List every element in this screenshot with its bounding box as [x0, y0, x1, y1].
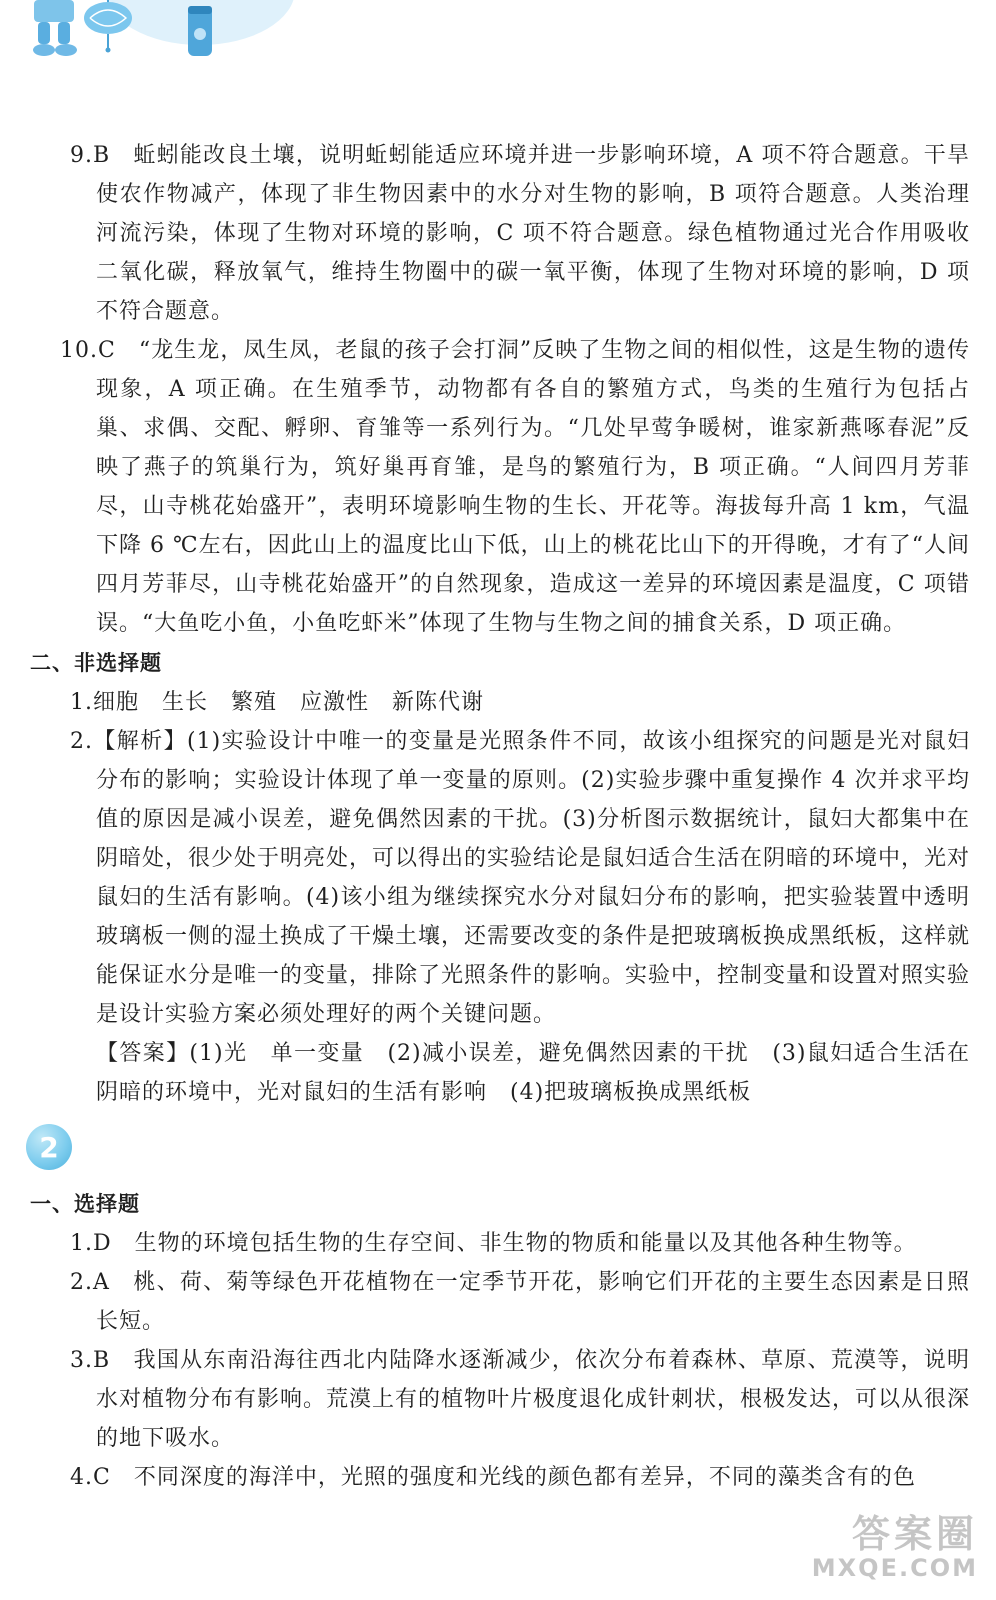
answer-item-10: 10.C “龙生龙，凤生凤，老鼠的孩子会打洞”反映了生物之间的相似性，这是生物的遗传现象，A 项正确。在生殖季节，动物都有各自的繁殖方式，鸟类的生殖行为包括占巢、求偶、交配、孵卵、育雏等一系列行为。“几处早莺争暖树，谁家新燕啄春泥”反映了燕子的筑巢行为，筑好巢再育雏，是鸟的繁殖行为，B 项正确。“人间四月芳菲尽，山寺桃花始盛开”，表明环境影响生物的生长、开花等。海拔每升高 1 km，气温下降 6 ℃左右，因此山上的温度比山下低，山上的桃花比山下的开得晚，才有了“人间四月芳菲尽，山寺桃花始盛开”的自然现象，造成这一差异的环境因素是温度，C 项错误。“大鱼吃小鱼，小鱼吃虾米”体现了生物与生物之间的捕食关系，D 项正确。 [60, 338, 970, 636]
unit-badge-row [30, 1112, 970, 1184]
answer-item-9: 9.B 蚯蚓能改良土壤，说明蚯蚓能适应环境并进一步影响环境，A 项不符合题意。干旱使农作物减产，体现了非生物因素中的水分对生物的影响，B 项符合题意。人类治理河流污染，体现了生物对环境的影响，C 项不符合题意。绿色植物通过光合作用吸收二氧化碳，释放氧气，维持生物圈中的碳一氧平衡，体现了生物对环境的影响，D 项不符合题意。 [70, 143, 970, 324]
header-decoration [0, 0, 996, 110]
choice-item-4: 4.C 不同深度的海洋中，光照的强度和光线的颜色都有差异，不同的藻类含有的色 [70, 1465, 916, 1490]
robot-figure-icon [33, 0, 77, 56]
nonchoice-item-1: 1.细胞 生长 繁殖 应激性 新陈代谢 [70, 690, 484, 715]
cylinder-lantern-icon [188, 6, 212, 56]
choice-item-3: 3.B 我国从东南沿海往西北内陆降水逐渐减少，依次分布着森林、草原、荒漠等，说明水对植物分布有影响。荒漠上有的植物叶片极度退化成针刺状，根极发达，可以从很深的地下吸水。 [70, 1348, 971, 1451]
watermark-chinese: 答案圈 [851, 1512, 978, 1556]
nonchoice-item-2-analysis: 2.【解析】(1)实验设计中唯一的变量是光照条件不同，故该小组探究的问题是光对鼠妇分布的影响；实验设计体现了单一变量的原则。(2)实验步骤中重复操作 4 次并求平均值的原因是减小误差，避免偶然因素的干扰。(3)分析图示数据统计，鼠妇大都集中在阴暗处，很少处于明亮处，可以得出的实验结论是鼠妇适合生活在阴暗的环境中，光对鼠妇的生活有影响。(4)该小组为继续探究水分对鼠妇分布的影响，把实验装置中透明玻璃板一侧的湿土换成了干燥土壤，还需要改变的条件是把玻璃板换成黑纸板，这样就能保证水分是唯一的变量，排除了光照条件的影响。实验中，控制变量和设置对照实验是设计实验方案必须处理好的两个关键问题。 [70, 729, 971, 1027]
lantern-icon [84, 0, 132, 53]
watermark-domain: MXQE.COM [811, 1554, 978, 1582]
answer-page [30, 136, 970, 1497]
choice-item-1: 1.D 生物的环境包括生物的生存空间、非生物的物质和能量以及其他各种生物等。 [70, 1231, 917, 1256]
site-watermark [812, 1503, 978, 1582]
unit-number-badge: 2 [26, 1124, 72, 1170]
choice-item-2: 2.A 桃、荷、菊等绿色开花植物在一定季节开花，影响它们开花的主要生态因素是日照长短。 [70, 1270, 970, 1334]
section-heading-nonchoice: 二、非选择题 [30, 651, 162, 675]
section-heading-choice: 一、选择题 [30, 1192, 140, 1216]
nonchoice-item-2-answer: 【答案】(1)光 单一变量 (2)减小误差，避免偶然因素的干扰 (3)鼠妇适合生活在阴暗的环境中，光对鼠妇的生活有影响 (4)把玻璃板换成黑纸板 [96, 1041, 970, 1105]
